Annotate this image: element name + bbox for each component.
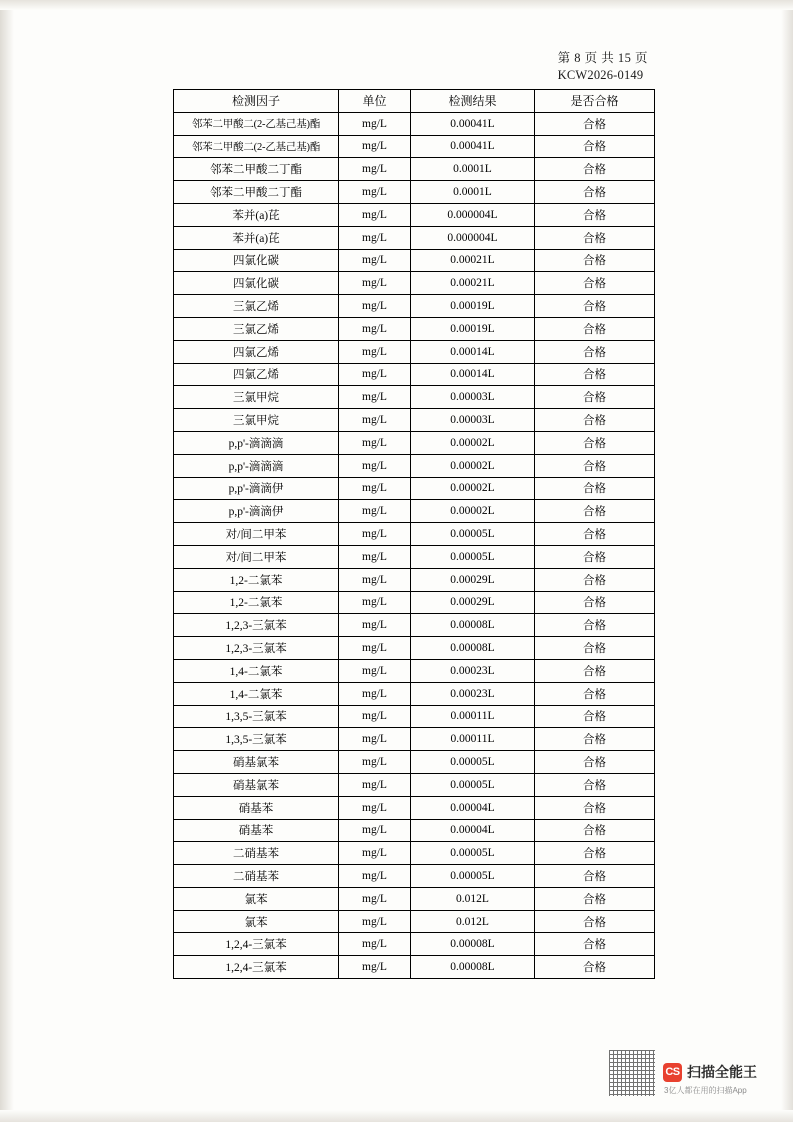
cell-pass: 合格: [535, 203, 655, 226]
cell-unit: mg/L: [339, 226, 411, 249]
cell-result: 0.00003L: [411, 386, 535, 409]
cell-factor: 苯并(a)芘: [174, 203, 339, 226]
cell-unit: mg/L: [339, 203, 411, 226]
cell-unit: mg/L: [339, 614, 411, 637]
cell-result: 0.00029L: [411, 568, 535, 591]
cell-result: 0.00011L: [411, 705, 535, 728]
cell-result: 0.00008L: [411, 933, 535, 956]
column-header-result: 检测结果: [411, 90, 535, 113]
cell-result: 0.00002L: [411, 431, 535, 454]
cell-factor: 1,2,4-三氯苯: [174, 956, 339, 979]
cell-pass: 合格: [535, 226, 655, 249]
cell-factor: 邻苯二甲酸二丁酯: [174, 181, 339, 204]
cell-unit: mg/L: [339, 249, 411, 272]
cell-factor: p,p'-滴滴伊: [174, 477, 339, 500]
cell-pass: 合格: [535, 386, 655, 409]
cell-factor: 1,3,5-三氯苯: [174, 728, 339, 751]
cell-pass: 合格: [535, 431, 655, 454]
table-row: [174, 386, 655, 409]
table-row: [174, 933, 655, 956]
cell-unit: mg/L: [339, 819, 411, 842]
table-row: [174, 523, 655, 546]
cell-result: 0.000004L: [411, 226, 535, 249]
cell-unit: mg/L: [339, 728, 411, 751]
cell-pass: 合格: [535, 751, 655, 774]
cell-factor: 四氯化碳: [174, 272, 339, 295]
cell-factor: 二硝基苯: [174, 865, 339, 888]
table-row: [174, 910, 655, 933]
cell-pass: 合格: [535, 842, 655, 865]
cell-pass: 合格: [535, 910, 655, 933]
cell-result: 0.00008L: [411, 956, 535, 979]
cell-result: 0.00041L: [411, 135, 535, 158]
camscanner-logo-icon: CS: [663, 1063, 682, 1082]
scan-edge-bottom: [0, 1110, 793, 1122]
cell-factor: 氯苯: [174, 910, 339, 933]
cell-unit: mg/L: [339, 659, 411, 682]
cell-unit: mg/L: [339, 500, 411, 523]
cell-factor: 硝基氯苯: [174, 751, 339, 774]
table-row: [174, 295, 655, 318]
column-header-pass: 是否合格: [535, 90, 655, 113]
cell-pass: 合格: [535, 545, 655, 568]
cell-unit: mg/L: [339, 181, 411, 204]
cell-factor: 对/间二甲苯: [174, 523, 339, 546]
table-row: [174, 887, 655, 910]
cell-result: 0.00002L: [411, 500, 535, 523]
cell-unit: mg/L: [339, 933, 411, 956]
column-header-factor: 检测因子: [174, 90, 339, 113]
cell-result: 0.0001L: [411, 158, 535, 181]
cell-unit: mg/L: [339, 796, 411, 819]
cell-result: 0.00005L: [411, 523, 535, 546]
cell-unit: mg/L: [339, 910, 411, 933]
cell-unit: mg/L: [339, 523, 411, 546]
cell-factor: 对/间二甲苯: [174, 545, 339, 568]
cell-factor: 邻苯二甲酸二(2-乙基己基)酯: [174, 112, 339, 135]
cell-result: 0.00023L: [411, 659, 535, 682]
cell-result: 0.00004L: [411, 796, 535, 819]
table-row: [174, 796, 655, 819]
cell-unit: mg/L: [339, 135, 411, 158]
cell-result: 0.00004L: [411, 819, 535, 842]
cell-pass: 合格: [535, 933, 655, 956]
cell-unit: mg/L: [339, 295, 411, 318]
cell-result: 0.0001L: [411, 181, 535, 204]
cell-result: 0.00003L: [411, 409, 535, 432]
cell-pass: 合格: [535, 477, 655, 500]
cell-unit: mg/L: [339, 431, 411, 454]
cell-factor: p,p'-滴滴伊: [174, 500, 339, 523]
cell-unit: mg/L: [339, 340, 411, 363]
table-row: [174, 865, 655, 888]
cell-pass: 合格: [535, 865, 655, 888]
table-row: [174, 249, 655, 272]
table-row: [174, 956, 655, 979]
scan-edge-left: [0, 0, 14, 1122]
watermark-text-block: [663, 1062, 757, 1096]
cell-pass: 合格: [535, 135, 655, 158]
cell-factor: 硝基氯苯: [174, 773, 339, 796]
cell-factor: 1,2,3-三氯苯: [174, 637, 339, 660]
cell-pass: 合格: [535, 887, 655, 910]
cell-unit: mg/L: [339, 591, 411, 614]
cell-unit: mg/L: [339, 363, 411, 386]
cell-result: 0.000004L: [411, 203, 535, 226]
cell-pass: 合格: [535, 340, 655, 363]
table-row: [174, 409, 655, 432]
table-row: [174, 568, 655, 591]
cell-pass: 合格: [535, 614, 655, 637]
cell-result: 0.00023L: [411, 682, 535, 705]
cell-unit: mg/L: [339, 477, 411, 500]
cell-unit: mg/L: [339, 454, 411, 477]
cell-pass: 合格: [535, 409, 655, 432]
cell-factor: 三氯甲烷: [174, 386, 339, 409]
cell-factor: 硝基苯: [174, 796, 339, 819]
cell-pass: 合格: [535, 317, 655, 340]
cell-factor: 硝基苯: [174, 819, 339, 842]
cell-result: 0.00005L: [411, 842, 535, 865]
cell-pass: 合格: [535, 637, 655, 660]
cell-unit: mg/L: [339, 409, 411, 432]
table-row: [174, 181, 655, 204]
cell-result: 0.00008L: [411, 614, 535, 637]
cell-factor: 三氯乙烯: [174, 295, 339, 318]
cell-pass: 合格: [535, 363, 655, 386]
cell-result: 0.00029L: [411, 591, 535, 614]
cell-factor: 1,2-二氯苯: [174, 591, 339, 614]
table-row: [174, 272, 655, 295]
cell-pass: 合格: [535, 796, 655, 819]
table-row: [174, 203, 655, 226]
table-row: [174, 659, 655, 682]
cell-result: 0.00021L: [411, 272, 535, 295]
cell-pass: 合格: [535, 181, 655, 204]
cell-factor: 1,3,5-三氯苯: [174, 705, 339, 728]
table-row: [174, 454, 655, 477]
cell-result: 0.00005L: [411, 545, 535, 568]
qr-code-icon: [609, 1050, 655, 1096]
cell-unit: mg/L: [339, 272, 411, 295]
table-row: [174, 477, 655, 500]
cell-factor: 邻苯二甲酸二丁酯: [174, 158, 339, 181]
cell-pass: 合格: [535, 272, 655, 295]
watermark-title: 扫描全能王: [687, 1064, 757, 1080]
cell-result: 0.00005L: [411, 865, 535, 888]
cell-factor: 三氯甲烷: [174, 409, 339, 432]
cell-result: 0.00014L: [411, 340, 535, 363]
cell-result: 0.012L: [411, 887, 535, 910]
cell-result: 0.00002L: [411, 477, 535, 500]
cell-factor: 1,2,4-三氯苯: [174, 933, 339, 956]
cell-unit: mg/L: [339, 637, 411, 660]
test-results-table: [173, 89, 655, 979]
cell-factor: p,p'-滴滴滴: [174, 454, 339, 477]
cell-factor: 1,2,3-三氯苯: [174, 614, 339, 637]
cell-pass: 合格: [535, 523, 655, 546]
cell-factor: 1,4-二氯苯: [174, 659, 339, 682]
cell-unit: mg/L: [339, 751, 411, 774]
cell-unit: mg/L: [339, 773, 411, 796]
table-row: [174, 819, 655, 842]
cell-pass: 合格: [535, 568, 655, 591]
cell-factor: 苯并(a)芘: [174, 226, 339, 249]
cell-pass: 合格: [535, 112, 655, 135]
cell-unit: mg/L: [339, 865, 411, 888]
table-header-row: [174, 90, 655, 113]
cell-result: 0.00041L: [411, 112, 535, 135]
table-row: [174, 135, 655, 158]
cell-pass: 合格: [535, 249, 655, 272]
cell-result: 0.00019L: [411, 317, 535, 340]
cell-unit: mg/L: [339, 705, 411, 728]
table-row: [174, 591, 655, 614]
table-row: [174, 112, 655, 135]
cell-pass: 合格: [535, 591, 655, 614]
cell-unit: mg/L: [339, 956, 411, 979]
table-row: [174, 158, 655, 181]
table-row: [174, 500, 655, 523]
watermark-subtitle: 3亿人都在用的扫描App: [664, 1086, 747, 1095]
cell-unit: mg/L: [339, 386, 411, 409]
cell-factor: 二硝基苯: [174, 842, 339, 865]
table-row: [174, 545, 655, 568]
table-row: [174, 728, 655, 751]
cell-unit: mg/L: [339, 158, 411, 181]
cell-factor: 邻苯二甲酸二(2-乙基己基)酯: [174, 135, 339, 158]
cell-pass: 合格: [535, 682, 655, 705]
cell-factor: 1,2-二氯苯: [174, 568, 339, 591]
table-row: [174, 340, 655, 363]
table-row: [174, 614, 655, 637]
table-row: [174, 705, 655, 728]
cell-unit: mg/L: [339, 842, 411, 865]
cell-result: 0.00008L: [411, 637, 535, 660]
table-row: [174, 637, 655, 660]
cell-factor: 四氯化碳: [174, 249, 339, 272]
cell-factor: 氯苯: [174, 887, 339, 910]
column-header-unit: 单位: [339, 90, 411, 113]
cell-pass: 合格: [535, 158, 655, 181]
cell-unit: mg/L: [339, 545, 411, 568]
table-row: [174, 842, 655, 865]
cell-result: 0.00019L: [411, 295, 535, 318]
report-number: KCW2026-0149: [557, 68, 644, 82]
cell-unit: mg/L: [339, 568, 411, 591]
table-row: [174, 363, 655, 386]
table-row: [174, 226, 655, 249]
cell-factor: p,p'-滴滴滴: [174, 431, 339, 454]
cell-unit: mg/L: [339, 112, 411, 135]
cell-unit: mg/L: [339, 317, 411, 340]
page-number: 第 8 页 共 15 页: [557, 51, 648, 65]
cell-pass: 合格: [535, 705, 655, 728]
cell-result: 0.00021L: [411, 249, 535, 272]
cell-unit: mg/L: [339, 887, 411, 910]
cell-result: 0.00005L: [411, 773, 535, 796]
cell-pass: 合格: [535, 956, 655, 979]
table-row: [174, 431, 655, 454]
page-header: [558, 50, 648, 84]
cell-pass: 合格: [535, 500, 655, 523]
cell-result: 0.012L: [411, 910, 535, 933]
table-body: [174, 112, 655, 978]
table-row: [174, 682, 655, 705]
table-row: [174, 751, 655, 774]
cell-factor: 三氯乙烯: [174, 317, 339, 340]
cell-result: 0.00002L: [411, 454, 535, 477]
cell-result: 0.00011L: [411, 728, 535, 751]
cell-pass: 合格: [535, 659, 655, 682]
table-row: [174, 317, 655, 340]
scan-edge-right: [781, 0, 793, 1122]
scan-edge-top: [0, 0, 793, 10]
cell-factor: 1,4-二氯苯: [174, 682, 339, 705]
cell-pass: 合格: [535, 454, 655, 477]
cell-pass: 合格: [535, 295, 655, 318]
cell-result: 0.00005L: [411, 751, 535, 774]
cell-pass: 合格: [535, 728, 655, 751]
cell-factor: 四氯乙烯: [174, 363, 339, 386]
cell-result: 0.00014L: [411, 363, 535, 386]
table-row: [174, 773, 655, 796]
cell-factor: 四氯乙烯: [174, 340, 339, 363]
cell-pass: 合格: [535, 819, 655, 842]
scanner-watermark: [609, 1050, 757, 1096]
cell-unit: mg/L: [339, 682, 411, 705]
cell-pass: 合格: [535, 773, 655, 796]
